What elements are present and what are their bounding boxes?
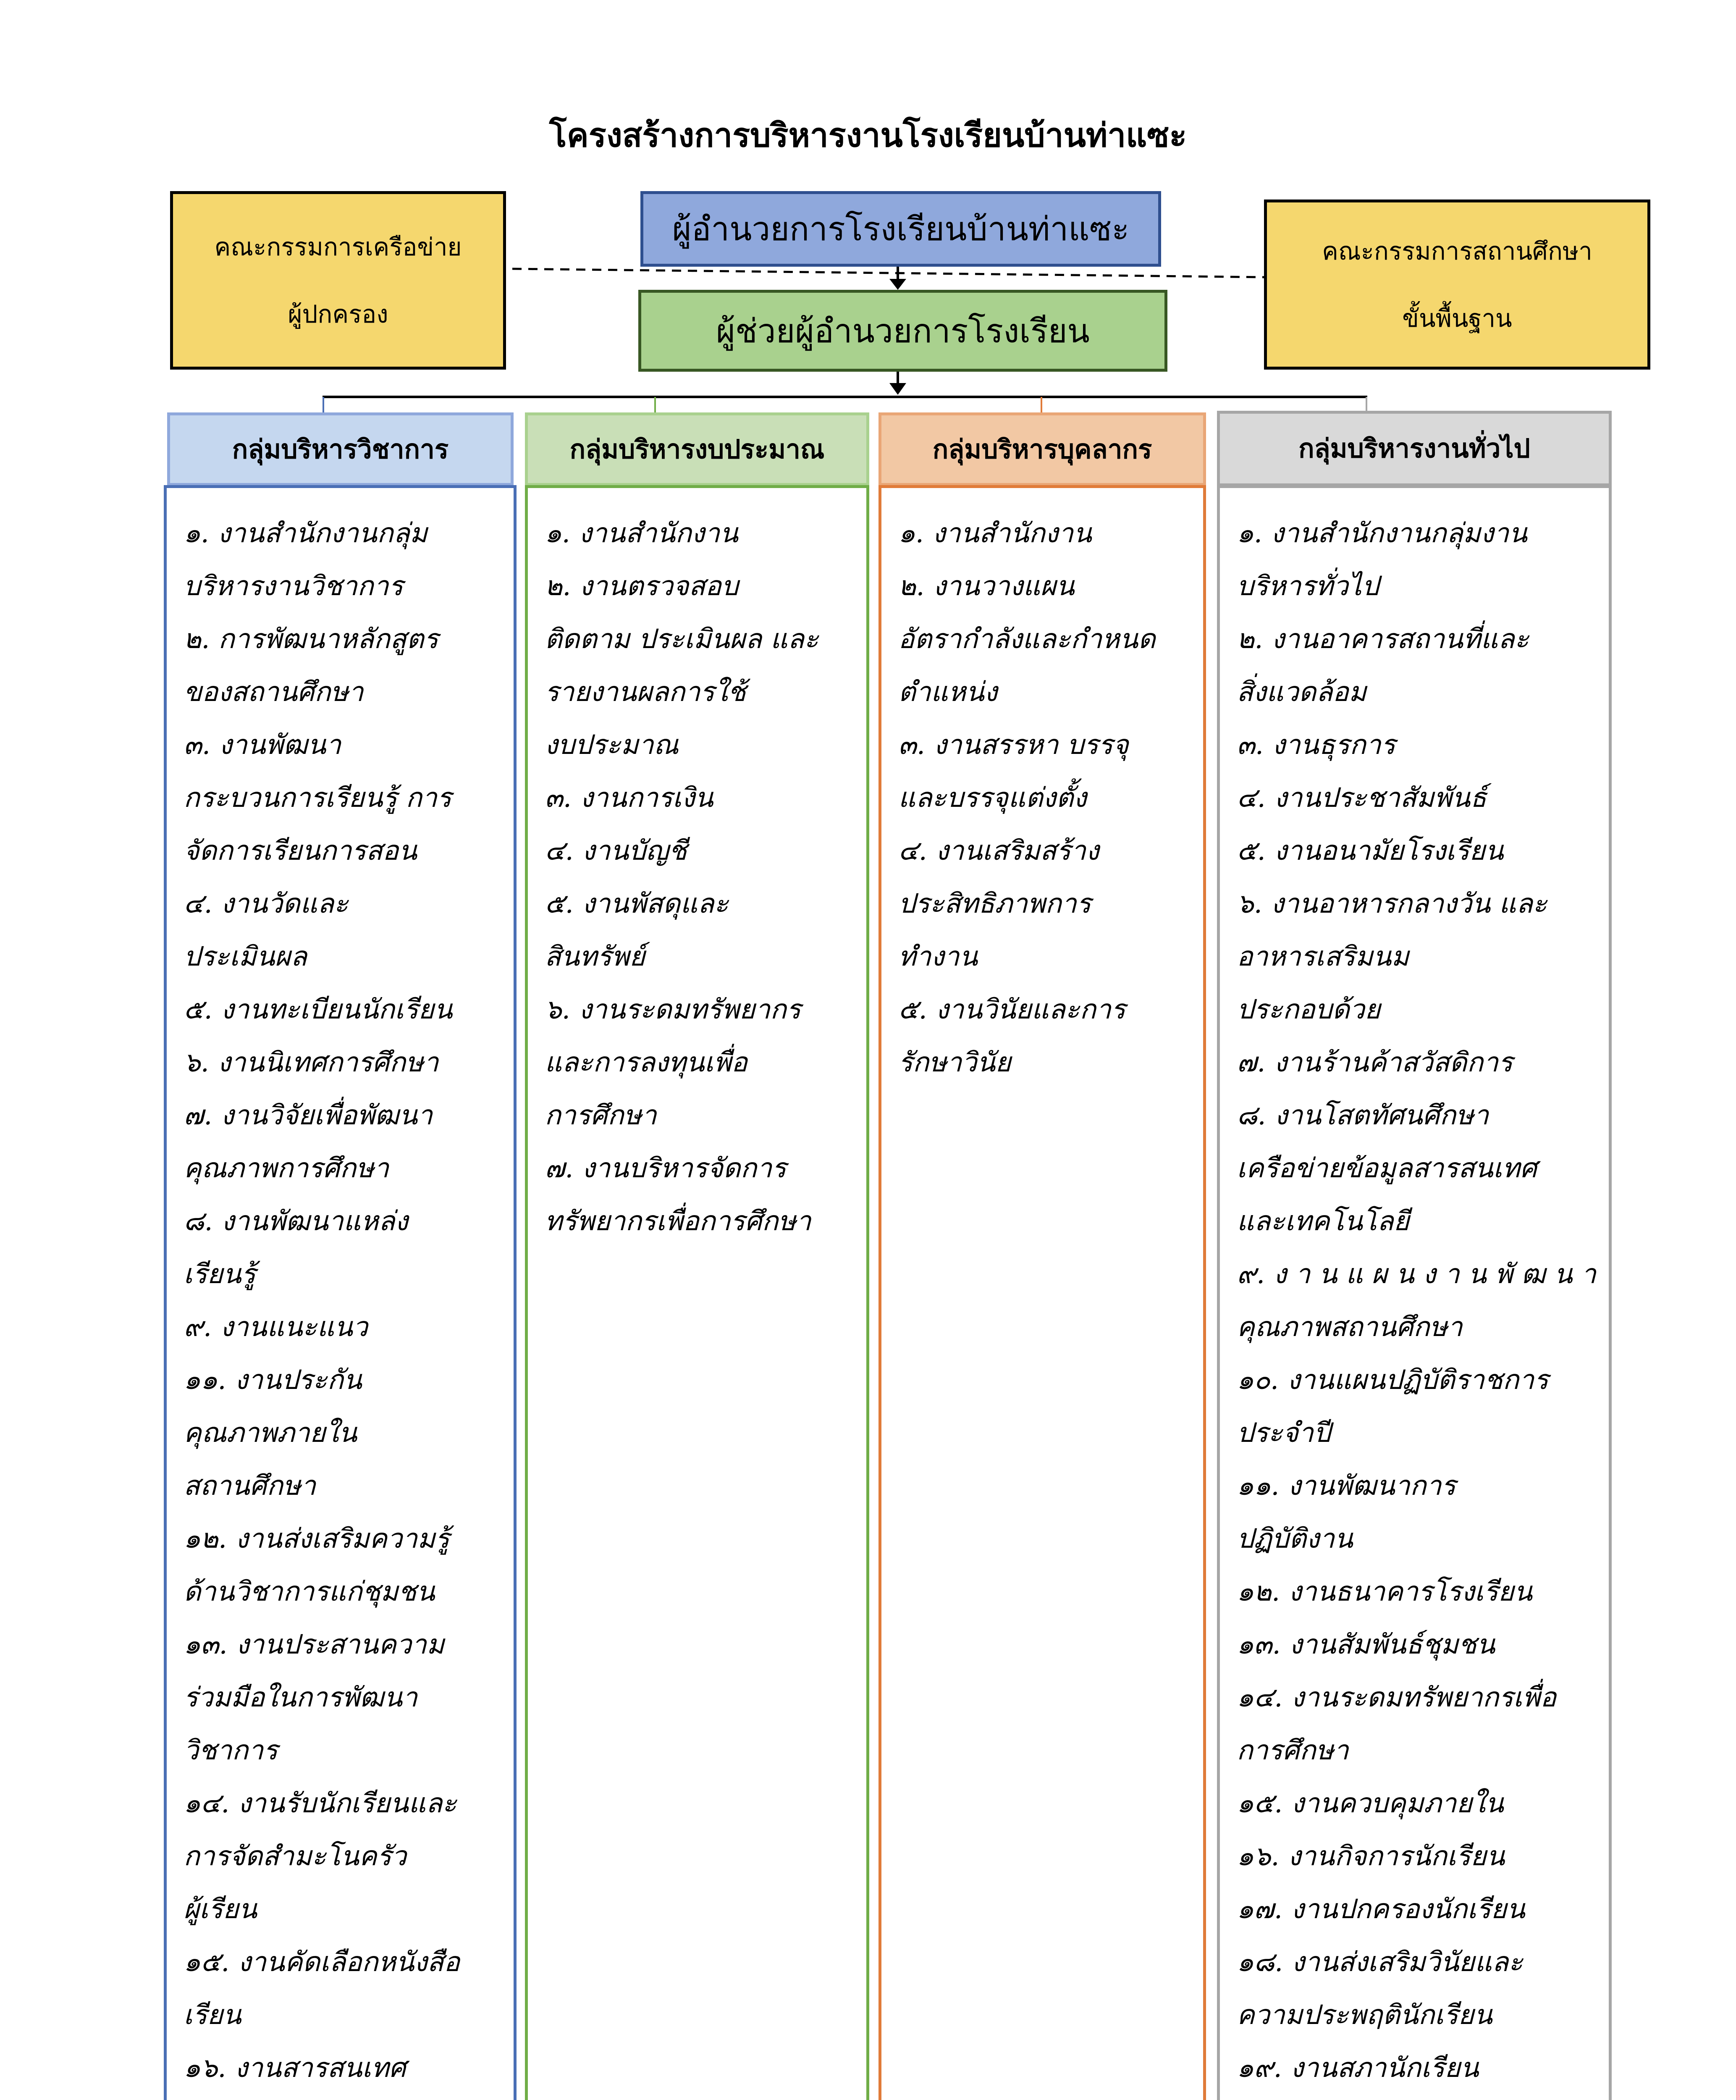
list-item: ๓. งานพัฒนา xyxy=(184,730,341,761)
list-item: คุณภาพการศึกษา xyxy=(184,1153,389,1184)
list-item: ๑๖. งานสารสนเทศ xyxy=(184,2053,406,2084)
list-item: ประจำปี xyxy=(1237,1418,1331,1449)
committee-dashed-line xyxy=(512,269,1265,277)
list-item: ติดตาม ประเมินผล และ xyxy=(545,624,819,655)
list-item: รายงานผลการใช้ xyxy=(545,677,746,708)
director-label: ผู้อำนวยการโรงเรียนบ้านท่าแซะ xyxy=(672,210,1130,248)
list-item: จัดการเรียนการสอน xyxy=(184,835,417,866)
list-item: ๔. งานเสริมสร้าง xyxy=(898,835,1099,866)
list-item: ๒. งานอาคารสถานที่และ xyxy=(1237,624,1529,655)
personnel-group-header-label: กลุ่มบริหารบุคลากร xyxy=(932,433,1152,465)
assistant-to-bus-arrow xyxy=(889,383,906,395)
budget-task-list xyxy=(525,485,869,2100)
list-item: ๙. ง า น แ ผ น ง า น พั ฒ น า xyxy=(1237,1259,1596,1290)
basic-education-committee-line2: ขั้นพื้นฐาน xyxy=(1402,304,1512,333)
list-item: ๑. งานสำนักงานกลุ่ม xyxy=(184,518,427,549)
budget-group-header xyxy=(525,412,869,486)
list-item: ๑. งานสำนักงาน xyxy=(898,518,1092,549)
list-item: ๑๖. งานกิจการนักเรียน xyxy=(1237,1841,1505,1872)
list-item: ๕. งานวินัยและการ xyxy=(898,994,1126,1025)
list-item: เครือข่ายข้อมูลสารสนเทศ xyxy=(1237,1153,1537,1184)
list-item: ๗. งานร้านค้าสวัสดิการ xyxy=(1237,1047,1513,1078)
list-item: เรียนรู้ xyxy=(184,1259,256,1290)
list-item: อัตรากำลังและกำหนด xyxy=(898,624,1156,655)
list-item: งบประมาณ xyxy=(545,730,679,761)
list-item: บริหารทั่วไป xyxy=(1237,571,1379,602)
list-item: ๑๘. งานส่งเสริมวินัยและ xyxy=(1237,1947,1523,1978)
academic-task-list xyxy=(164,485,517,2100)
list-item: ๑๕. งานควบคุมภายใน xyxy=(1237,1788,1504,1819)
list-item: ทำงาน xyxy=(898,941,978,972)
list-item: กระบวนการเรียนรู้ การ xyxy=(184,782,452,814)
list-item: ๑๓. งานประสานความ xyxy=(184,1629,444,1660)
list-item: ๑. งานสำนักงาน xyxy=(545,518,738,549)
list-item: ๖. งานนิเทศการศึกษา xyxy=(184,1047,439,1078)
list-item: การจัดสำมะโนครัว xyxy=(184,1841,406,1872)
academic-group-header-label: กลุ่มบริหารวิชาการ xyxy=(232,433,449,465)
list-item: ๔. งานวัดและ xyxy=(184,888,349,919)
basic-education-committee-box xyxy=(1264,200,1650,370)
list-item: ตำแหน่ง xyxy=(898,677,997,708)
director-box xyxy=(640,191,1161,267)
list-item xyxy=(1237,2095,1609,2100)
list-item: คุณภาพภายใน xyxy=(184,1418,357,1449)
list-item: ผู้เรียน xyxy=(184,1894,257,1925)
list-item: ๑๓. งานสัมพันธ์ชุมชน xyxy=(1237,1629,1495,1660)
list-item: ๒. งานตรวจสอบ xyxy=(545,571,739,602)
list-item: ประเมินผล xyxy=(184,941,307,972)
assistant-director-box xyxy=(638,290,1167,372)
list-item: ประสิทธิภาพการ xyxy=(898,888,1091,919)
list-item xyxy=(184,2095,514,2100)
list-item: ทรัพยากรเพื่อการศึกษา xyxy=(545,1206,811,1237)
list-item: ๒. การพัฒนาหลักสูตร xyxy=(184,624,438,655)
list-item: ๑๔. งานรับนักเรียนและ xyxy=(184,1788,457,1819)
director-to-assistant-arrow xyxy=(889,279,906,290)
list-item: ๖. งานระดมทรัพยากร xyxy=(545,994,801,1025)
list-item: ๑๙. งานสภานักเรียน xyxy=(1237,2053,1479,2084)
list-item: การศึกษา xyxy=(545,1100,657,1131)
list-item: ๕. งานพัสดุและ xyxy=(545,888,729,919)
parent-network-committee-line1: คณะกรรมการเครือข่าย xyxy=(214,232,462,261)
list-item: ประกอบด้วย xyxy=(1237,994,1381,1025)
list-item: รักษาวินัย xyxy=(898,1047,1011,1078)
personnel-group-header xyxy=(878,412,1206,486)
list-item: ร่วมมือในการพัฒนา xyxy=(184,1682,417,1713)
academic-group-header xyxy=(167,412,514,486)
list-item: ๓. งานสรรหา บรรจุ xyxy=(898,730,1129,761)
page-title: โครงสร้างการบริหารงานโรงเรียนบ้านท่าแซะ xyxy=(549,117,1187,155)
parent-network-committee-box xyxy=(170,191,506,370)
personnel-task-list xyxy=(878,485,1206,2100)
list-item: ๑๑. งานประกัน xyxy=(184,1365,362,1396)
list-item: ๑๗. งานปกครองนักเรียน xyxy=(1237,1894,1525,1925)
list-item: ๒. งานวางแผน xyxy=(898,571,1075,602)
list-item: ๙. งานแนะแนว xyxy=(184,1312,368,1343)
list-item: ๗. งานวิจัยเพื่อพัฒนา xyxy=(184,1100,433,1131)
list-item: เรียน xyxy=(184,2000,241,2031)
list-item: ๓. งานธุรการ xyxy=(1237,730,1395,761)
list-item: ๔. งานประชาสัมพันธ์ xyxy=(1237,782,1487,814)
assistant-director-label: ผู้ช่วยผู้อำนวยการโรงเรียน xyxy=(716,312,1090,350)
list-item: ของสถานศึกษา xyxy=(184,677,364,708)
budget-group-header-label: กลุ่มบริหารงบประมาณ xyxy=(569,433,825,465)
list-item: ๕. งานทะเบียนนักเรียน xyxy=(184,994,453,1025)
list-item: ๖. งานอาหารกลางวัน และ xyxy=(1237,888,1547,919)
list-item: ๕. งานอนามัยโรงเรียน xyxy=(1237,835,1504,866)
list-item: และเทคโนโลยี xyxy=(1237,1206,1409,1237)
list-item: ๑๒. งานธนาคารโรงเรียน xyxy=(1237,1576,1532,1607)
general-task-list xyxy=(1217,485,1612,2100)
list-item: ๑๑. งานพัฒนาการ xyxy=(1237,1470,1456,1502)
list-item: ๑. งานสำนักงานกลุ่มงาน xyxy=(1237,518,1527,549)
list-item: ๓. งานการเงิน xyxy=(545,782,713,814)
list-item: ๔. งานบัญชี xyxy=(545,835,687,866)
list-item: ๗. งานบริหารจัดการ xyxy=(545,1153,787,1184)
basic-education-committee-line1: คณะกรรมการสถานศึกษา xyxy=(1322,236,1592,265)
list-item: บริหารงานวิชาการ xyxy=(184,571,403,602)
parent-network-committee-line2: ผู้ปกครอง xyxy=(288,299,388,328)
list-item: สิ่งแวดล้อม xyxy=(1237,677,1366,708)
list-item: อาหารเสริมนม xyxy=(1237,941,1409,972)
list-item: ๑๐. งานแผนปฏิบัติราชการ xyxy=(1237,1365,1549,1396)
list-item: ๘. งานพัฒนาแหล่ง xyxy=(184,1206,408,1237)
list-item: และการลงทุนเพื่อ xyxy=(545,1047,747,1078)
list-item: ๑๔. งานระดมทรัพยากรเพื่อ xyxy=(1237,1682,1556,1713)
list-item: สินทรัพย์ xyxy=(545,941,645,972)
list-item: คุณภาพสถานศึกษา xyxy=(1237,1312,1463,1343)
list-item: วิชาการ xyxy=(184,1735,278,1766)
list-item: ปฏิบัติงาน xyxy=(1237,1523,1353,1554)
general-group-header xyxy=(1217,411,1612,486)
list-item: ๑๒. งานส่งเสริมความรู้ xyxy=(184,1523,450,1554)
list-item: ๑๕. งานคัดเลือกหนังสือ xyxy=(184,1947,460,1978)
list-item: ๘. งานโสตทัศนศึกษา xyxy=(1237,1100,1489,1131)
general-group-header-label: กลุ่มบริหารงานทั่วไป xyxy=(1298,433,1530,464)
list-item: และบรรจุแต่งตั้ง xyxy=(898,782,1087,814)
list-item: ความประพฤตินักเรียน xyxy=(1237,2000,1492,2031)
list-item: ด้านวิชาการแก่ชุมชน xyxy=(184,1576,435,1607)
list-item: การศึกษา xyxy=(1237,1735,1349,1766)
list-item: สถานศึกษา xyxy=(184,1470,316,1502)
